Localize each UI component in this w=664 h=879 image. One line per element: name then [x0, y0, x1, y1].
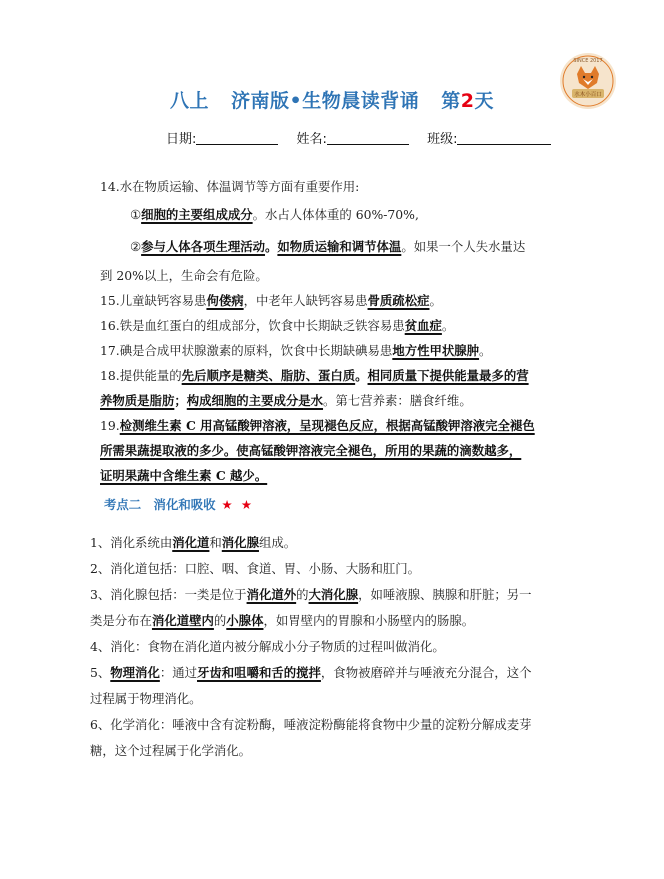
date-field[interactable] [196, 131, 278, 145]
item-19-line-1: 19.检测维生素 C 用高锰酸钾溶液，呈现褪色反应，根据高锰酸钾溶液完全褪色 [100, 418, 535, 433]
content-part-2 [90, 530, 570, 764]
name-label: 姓名: [296, 132, 327, 147]
name-field[interactable] [327, 131, 409, 145]
item-19-line-2: 所需果蔬提取液的多少。使高锰酸钾溶液完全褪色，所用的果蔬的滴数越多， [100, 443, 522, 458]
item-17: 17.碘是合成甲状腺激素的原料，饮食中长期缺碘易患地方性甲状腺肿。 [100, 343, 492, 358]
title-day-prefix: 第 [441, 90, 461, 112]
digest-2: 2、消化道包括：口腔、咽、食道、胃、小肠、大肠和肛门。 [90, 561, 421, 576]
item-14-intro: 14.水在物质运输、体温调节等方面有重要作用: [100, 179, 360, 194]
item-15: 15.儿童缺钙容易患佝偻病，中老年人缺钙容易患骨质疏松症。 [100, 293, 442, 308]
item-14-point-2: ②参与人体各项生理活动。如物质运输和调节体温。如果一个人失水量达 [130, 239, 526, 254]
digest-6-line-2: 糖，这个过程属于化学消化。 [90, 743, 252, 758]
digest-3-line-2: 类是分布在消化道壁内的小腺体，如胃壁内的胃腺和小肠壁内的肠腺。 [90, 613, 475, 628]
class-label: 班级: [427, 132, 458, 147]
digest-1: 1、消化系统由消化道和消化腺组成。 [90, 535, 297, 550]
item-16: 16.铁是血红蛋白的组成部分，饮食中长期缺乏铁容易患贫血症。 [100, 318, 455, 333]
title-subject: 济南版•生物晨读背诵 [231, 90, 420, 112]
section-heading [100, 488, 566, 522]
section-title: 考点二 消化和吸收 [104, 497, 216, 512]
star-icon: ★ ★ [221, 497, 255, 512]
digest-5-line-2: 过程属于物理消化。 [90, 691, 202, 706]
title-grade: 八上 [170, 90, 210, 112]
item-18-line-2: 养物质是脂肪；构成细胞的主要成分是水。第七营养素：膳食纤维。 [100, 393, 472, 408]
title-day-suffix: 天 [474, 90, 494, 112]
info-fields [166, 128, 551, 147]
title-day-number: 2 [460, 90, 475, 112]
logo-brand-text: 水木小百口 [574, 92, 602, 98]
content-part-1 [100, 174, 566, 522]
digest-6-line-1: 6、化学消化：唾液中含有淀粉酶，唾液淀粉酶能将食物中少量的淀粉分解成麦芽 [90, 717, 532, 732]
item-14-point-1: ①细胞的主要组成成分。水占人体体重的 60%-70%, [130, 207, 419, 222]
date-label: 日期: [166, 132, 197, 147]
logo-since-text: SINCE 2017 [573, 58, 603, 64]
digest-3-line-1: 3、消化腺包括：一类是位于消化道外的大消化腺，如唾液腺、胰腺和肝脏；另一 [90, 587, 532, 602]
item-18-line-1: 18.提供能量的先后顺序是糖类、脂肪、蛋白质。相同质量下提供能量最多的营 [100, 368, 529, 383]
digest-5-line-1: 5、物理消化：通过牙齿和咀嚼和舌的搅拌，食物被磨碎并与唾液充分混合，这个 [90, 665, 532, 680]
item-14-cont: 到 20%以上，生命会有危险。 [100, 268, 268, 283]
item-19-line-3: 证明果蔬中含维生素 C 越少。 [100, 468, 268, 483]
class-field[interactable] [457, 131, 551, 145]
digest-4: 4、消化：食物在消化道内被分解成小分子物质的过程叫做消化。 [90, 639, 445, 654]
page-title [0, 86, 664, 113]
